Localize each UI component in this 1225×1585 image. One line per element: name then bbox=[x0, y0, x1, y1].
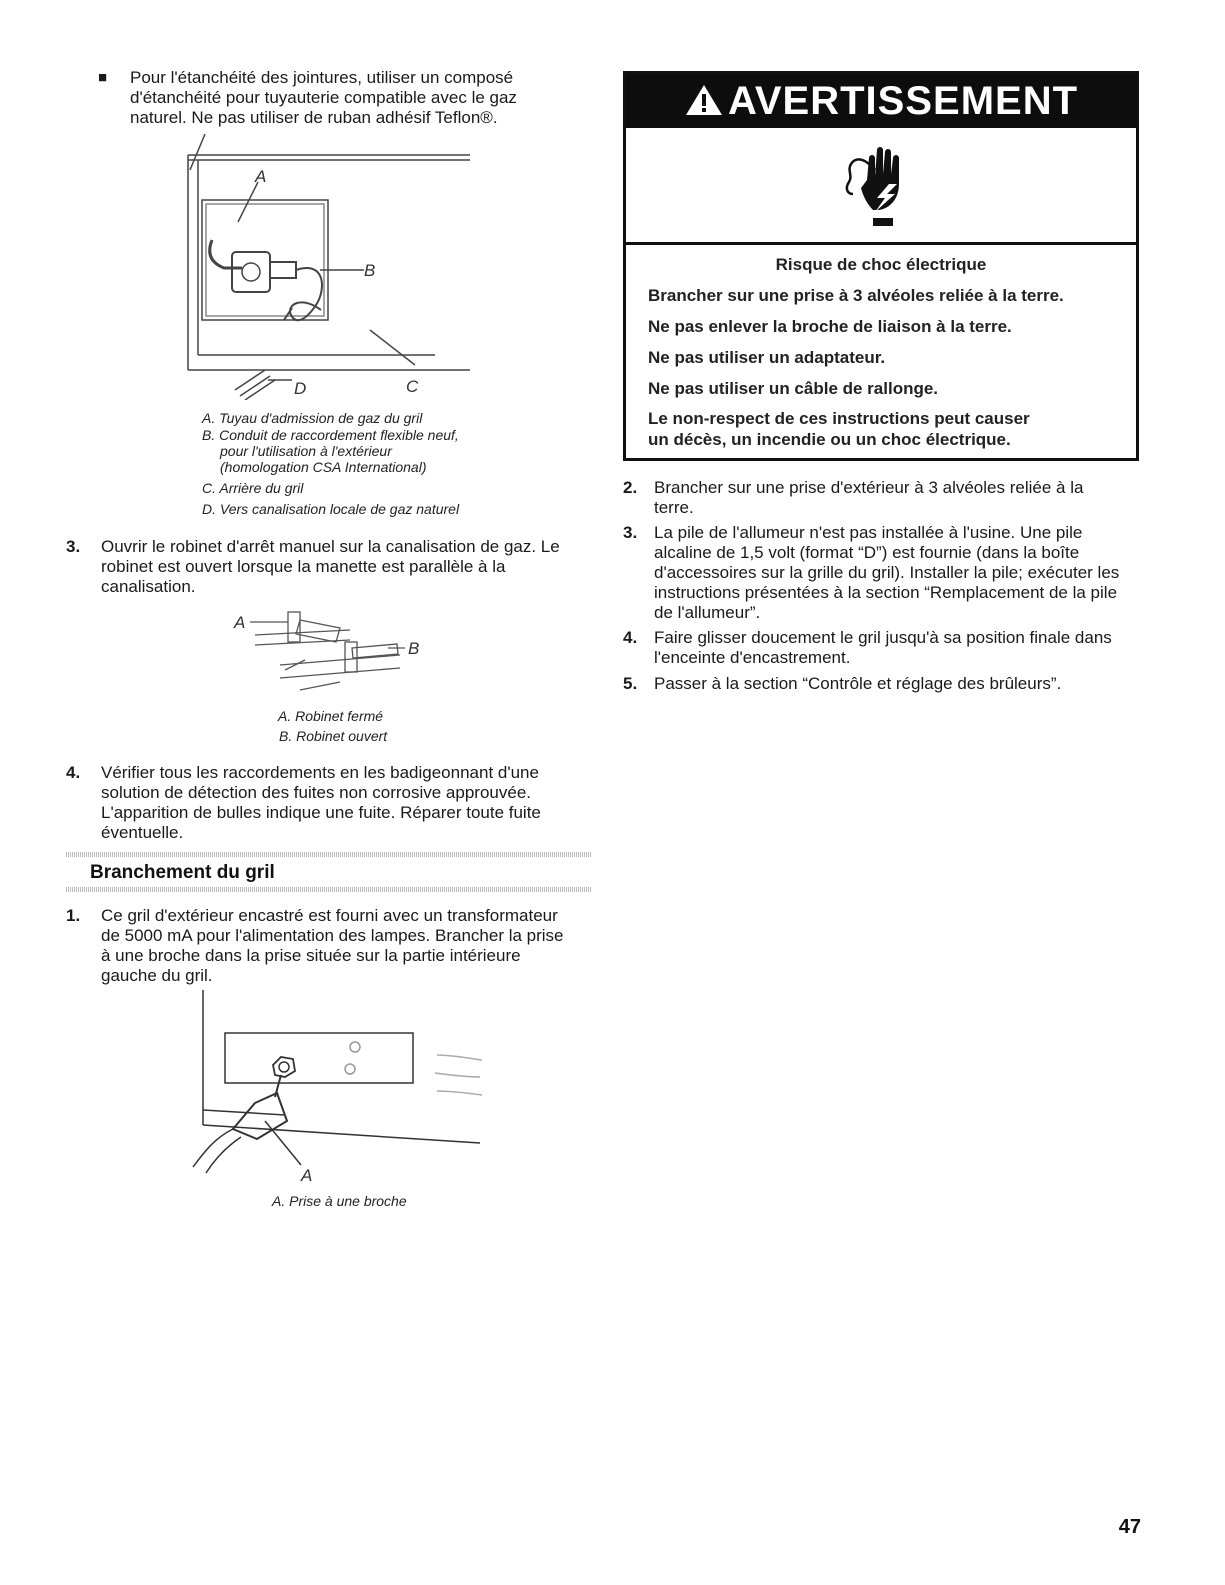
caption-b-cont: (homologation CSA International) bbox=[220, 459, 427, 475]
text-line: Passer à la section “Contrôle et réglage des brûleurs”. bbox=[654, 674, 1062, 693]
step3-right-text bbox=[654, 523, 1119, 623]
caption-c: C. Arrière du gril bbox=[202, 480, 304, 496]
label-b: B bbox=[364, 261, 376, 280]
step-number: 4. bbox=[66, 763, 81, 782]
text-line: naturel. Ne pas utiliser de ruban adhésif Teflon®. bbox=[130, 108, 498, 127]
warning-line: un décès, un incendie ou un choc électrique. bbox=[648, 430, 1011, 449]
bullet-marker: ■ bbox=[98, 69, 108, 86]
step-number: 1. bbox=[66, 906, 81, 925]
text-line: d'étanchéité pour tuyauterie compatible avec le gaz bbox=[130, 88, 517, 107]
text-line: L'apparition de bulles indique une fuite. Réparer toute fuite bbox=[101, 803, 541, 822]
warning-line: Ne pas utiliser un câble de rallonge. bbox=[648, 379, 939, 398]
section-divider bbox=[66, 852, 591, 857]
figure2-captions bbox=[278, 706, 387, 746]
text-line: d'accessoires sur la grille du gril). Installer la pile; exécuter les bbox=[654, 563, 1120, 582]
text-line: solution de détection des fuites non corrosive approuvée. bbox=[101, 783, 531, 802]
label-a: A bbox=[255, 167, 267, 186]
label-c: C bbox=[406, 377, 419, 396]
step-number: 3. bbox=[623, 523, 638, 542]
text-line: alcaline de 1,5 volt (format “D”) est fournie (dans la boîte bbox=[654, 543, 1080, 562]
text-line: La pile de l'allumeur n'est pas installée à l'usine. Une pile bbox=[654, 523, 1083, 542]
section-divider bbox=[66, 887, 591, 892]
text-line: de 5000 mA pour l'alimentation des lampes. Brancher la prise bbox=[101, 926, 564, 945]
step-number: 3. bbox=[66, 537, 81, 556]
step-number: 5. bbox=[623, 674, 638, 693]
warning-subtitle: Risque de choc électrique bbox=[775, 255, 987, 274]
warning-line: Ne pas utiliser un adaptateur. bbox=[648, 348, 886, 367]
step2-text bbox=[654, 478, 1083, 518]
step5-right-text bbox=[654, 674, 1061, 694]
caption-b: B. Conduit de raccordement flexible neuf, bbox=[202, 427, 459, 443]
figure3-caption: A. Prise à une broche bbox=[272, 1193, 407, 1209]
label-b: B bbox=[408, 639, 420, 658]
caption-b: B. Robinet ouvert bbox=[279, 728, 388, 744]
label-a: A bbox=[234, 613, 246, 632]
warning-title: AVERTISSEMENT bbox=[727, 79, 1079, 123]
warning-icon-area bbox=[626, 128, 1136, 245]
warning-line: Brancher sur une prise à 3 alvéoles reliée à la terre. bbox=[648, 286, 1064, 305]
caption-a: A. Tuyau d'admission de gaz du gril bbox=[202, 410, 423, 426]
caption-a: A. Robinet fermé bbox=[278, 708, 384, 724]
text-line: de l'allumeur”. bbox=[654, 603, 761, 622]
text-line: Pour l'étanchéité des jointures, utiliser un composé bbox=[130, 68, 514, 87]
step3-text bbox=[101, 537, 560, 597]
step-number: 4. bbox=[623, 628, 638, 647]
text-line: Ce gril d'extérieur encastré est fourni avec un transformateur bbox=[101, 906, 558, 925]
warning-box bbox=[623, 71, 1139, 461]
step1-text bbox=[101, 906, 564, 986]
label-a: A bbox=[301, 1166, 313, 1185]
text-line: Brancher sur une prise d'extérieur à 3 alvéoles reliée à la bbox=[654, 478, 1084, 497]
text-line: gauche du gril. bbox=[101, 966, 213, 985]
text-line: terre. bbox=[654, 498, 694, 517]
text-line: éventuelle. bbox=[101, 823, 184, 842]
warning-line: Ne pas enlever la broche de liaison à la terre. bbox=[648, 317, 1012, 336]
plug-figure bbox=[185, 985, 490, 1185]
step-number: 2. bbox=[623, 478, 638, 497]
intro-paragraph bbox=[130, 68, 517, 128]
caption-b-cont: pour l'utilisation à l'extérieur bbox=[220, 443, 392, 459]
text-line: Ouvrir le robinet d'arrêt manuel sur la canalisation de gaz. Le bbox=[101, 537, 560, 556]
text-line: canalisation. bbox=[101, 577, 196, 596]
label-d: D bbox=[294, 379, 307, 398]
text-line: à une broche dans la prise située sur la partie intérieure bbox=[101, 946, 521, 965]
text-line: Vérifier tous les raccordements en les badigeonnant d'une bbox=[101, 763, 539, 782]
step4-text bbox=[101, 763, 541, 843]
valve-figure bbox=[230, 600, 430, 695]
warning-line: Le non-respect de ces instructions peut causer bbox=[648, 409, 1030, 428]
gas-connection-figure bbox=[180, 130, 480, 400]
text-line: instructions présentées à la section “Remplacement de la pile bbox=[654, 583, 1118, 602]
text-line: l'enceinte d'encastrement. bbox=[654, 648, 851, 667]
figure1-captions bbox=[202, 410, 459, 518]
warning-triangle-icon bbox=[684, 83, 724, 117]
section-title: Branchement du gril bbox=[90, 862, 275, 883]
text-line: Faire glisser doucement le gril jusqu'à sa position finale dans bbox=[654, 628, 1112, 647]
step4-right-text bbox=[654, 628, 1112, 668]
page-number: 47 bbox=[1118, 1516, 1141, 1538]
warning-header bbox=[626, 74, 1136, 128]
caption-d: D. Vers canalisation locale de gaz naturel bbox=[202, 501, 460, 517]
text-line: robinet est ouvert lorsque la manette est parallèle à la bbox=[101, 557, 506, 576]
electric-shock-hand-icon bbox=[845, 140, 915, 230]
